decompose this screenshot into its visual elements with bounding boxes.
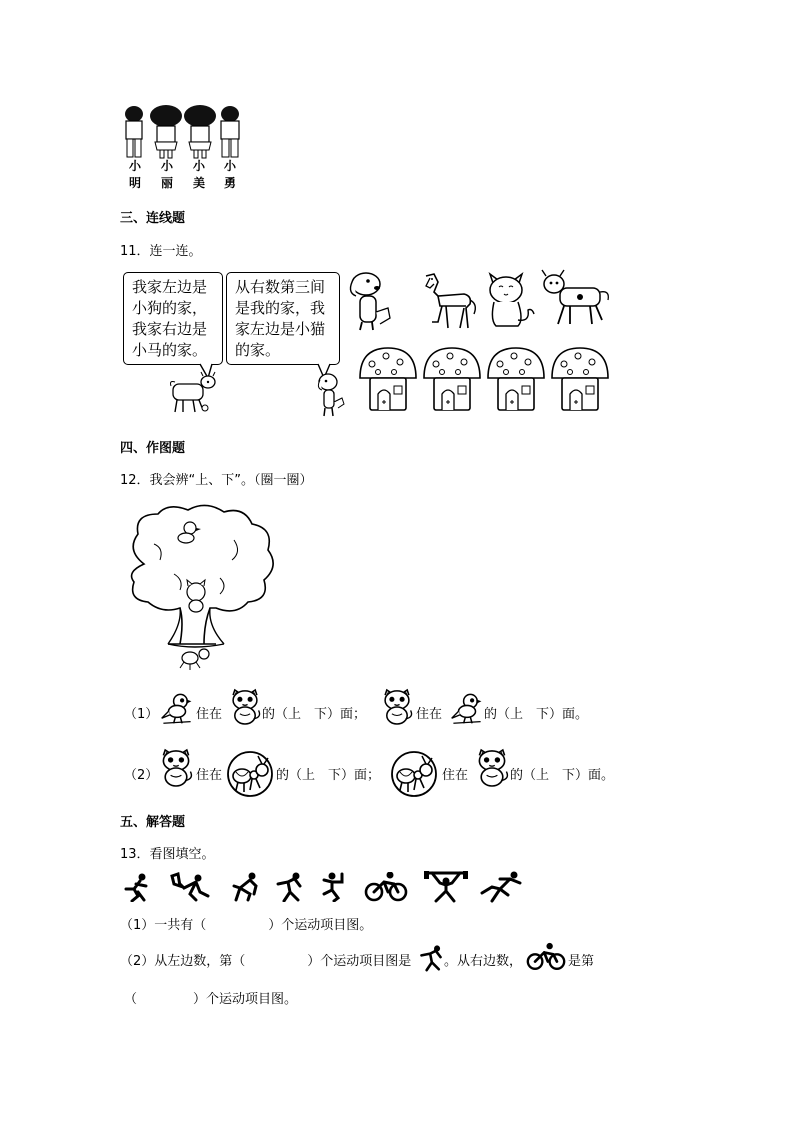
sprint-icon: [478, 871, 522, 903]
horse-image: [416, 272, 480, 330]
cow-image: [540, 270, 612, 328]
weightlifting-icon: [424, 871, 468, 903]
q12-row2-c: 住在: [442, 768, 469, 783]
q12-row2-b: 的（上 下）面；: [276, 768, 381, 783]
kid-name-3: 小美: [192, 159, 205, 190]
kid-name-1: 小明: [128, 159, 141, 190]
q12-row1-a: 住在: [196, 707, 223, 722]
kid-name-2: 小丽: [160, 159, 173, 190]
cycling-icon: [364, 872, 408, 902]
dog-image: [346, 268, 398, 332]
q13-s1-post: ）个运动项目图。: [268, 918, 373, 933]
q13-s3-pre: （: [124, 992, 138, 1007]
q13-s1-pre: （1）一共有（: [120, 918, 207, 933]
q11-prompt: 11．连一连。: [120, 244, 202, 259]
bubble2-line-1: 从右数第三间: [235, 278, 326, 296]
cat-image: [484, 270, 538, 330]
q12-row1-b: 的（上 下）面；: [262, 707, 367, 722]
q12-row2-num: （2）: [124, 768, 159, 783]
bubble2-line-2: 是我的家，我: [235, 299, 326, 317]
q12-row1-num: （1）: [124, 707, 159, 722]
fencing-icon: [274, 872, 304, 902]
volleyball-icon: [318, 872, 348, 902]
q13-s2-end: 是第: [568, 954, 595, 969]
bubble1-line-2: 小狗的家，: [132, 299, 208, 317]
tree-image: [124, 504, 280, 670]
hurdles-icon: [226, 872, 260, 902]
bubble1-line-1: 我家左边是: [132, 278, 208, 296]
cat-icon: [228, 688, 262, 726]
q13-s2-pre: （2）从左边数，第（: [120, 954, 246, 969]
q13-sentence-3: [124, 988, 297, 1007]
cat-icon: [158, 748, 194, 788]
bubble2-line-4: 的家。: [235, 341, 281, 359]
q13-prompt: 13．看图填空。: [120, 847, 215, 862]
section-5-heading: 五、解答题: [120, 815, 186, 830]
bird-icon: [160, 690, 194, 726]
ant-icon: [390, 750, 438, 798]
q13-s3-post: ）个运动项目图。: [193, 992, 298, 1007]
cycling-icon: [526, 942, 566, 972]
q13-sentence-1: [120, 914, 372, 933]
dog-small-image: [314, 372, 348, 418]
bubble1-line-4: 小马的家。: [132, 341, 208, 359]
bubble1-line-3: 我家右边是: [132, 320, 208, 338]
archery-icon: [170, 872, 210, 902]
section-4-heading: 四、作图题: [120, 441, 186, 456]
bubble2-line-3: 家左边是小猫: [235, 320, 326, 338]
ant-icon: [226, 750, 274, 798]
kid-name-4: 小勇: [223, 159, 236, 190]
running-icon: [122, 872, 152, 902]
bird-icon: [450, 690, 484, 726]
q12-prompt: 12．我会辨“上、下”。（圈一圈）: [120, 473, 313, 488]
cow-small-image: [165, 372, 219, 416]
q12-row2-d: 的（上 下）面。: [510, 768, 615, 783]
q13-sentence-2: [120, 950, 411, 969]
q13-s2-mid2: 。从右边数，: [444, 954, 523, 969]
cat-icon: [474, 748, 510, 788]
q12-row1-d: 的（上 下）面。: [484, 707, 589, 722]
q12-row2-a: 住在: [196, 768, 223, 783]
cat-icon: [380, 688, 414, 726]
section-3-heading: 三、连线题: [120, 211, 186, 226]
fencing-icon: [418, 944, 444, 972]
mushroom-houses: [356, 346, 612, 412]
q13-s2-mid: ）个运动项目图是: [307, 954, 412, 969]
q12-row1-c: 住在: [416, 707, 443, 722]
